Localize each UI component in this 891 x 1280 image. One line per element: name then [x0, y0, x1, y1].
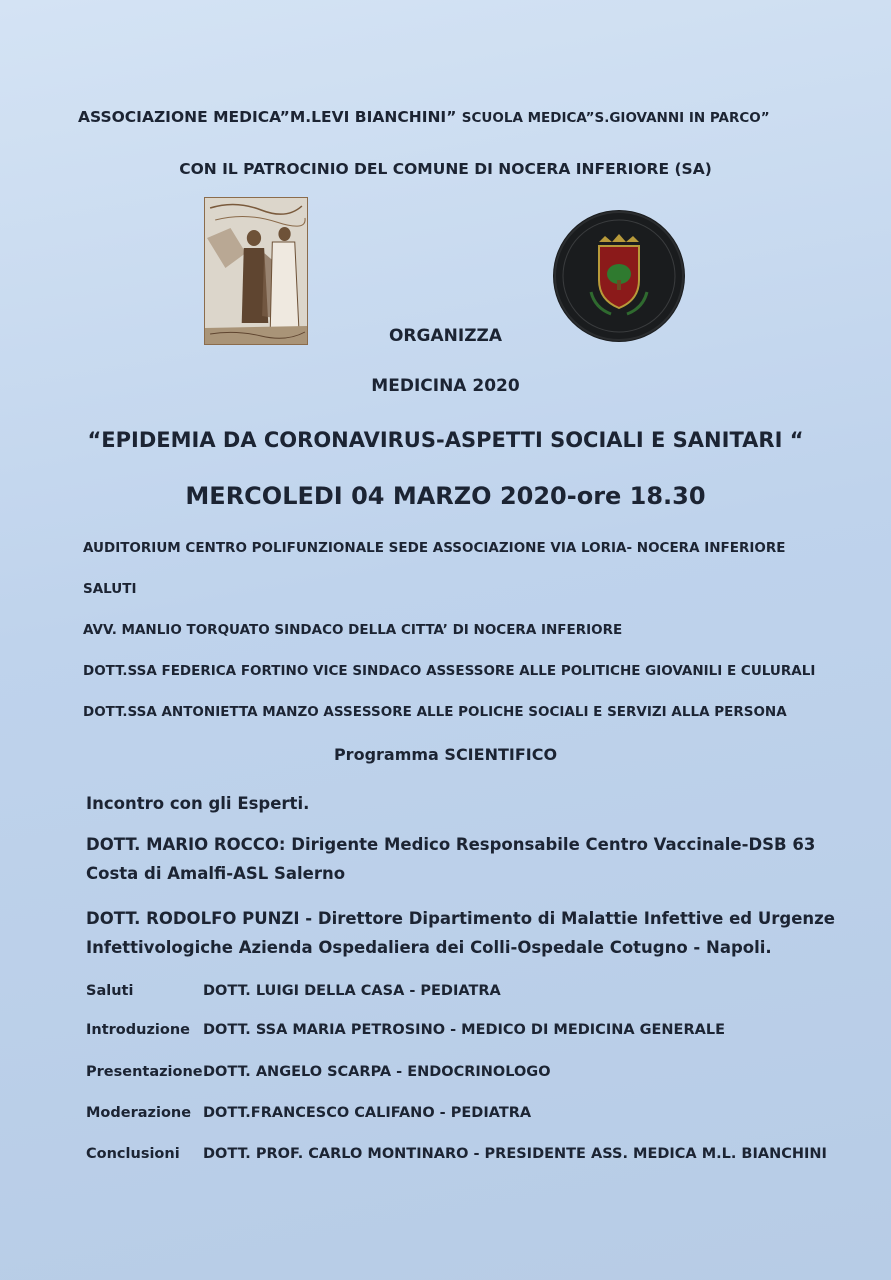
header-association — [78, 108, 770, 126]
greeting-item: DOTT.SSA FEDERICA FORTINO VICE SINDACO ASSESSORE ALLE POLITICHE GIOVANILI E CULURALI — [83, 663, 816, 679]
venue-line: AUDITORIUM CENTRO POLIFUNZIONALE SEDE ASSOCIAZIONE VIA LORIA- NOCERA INFERIORE — [83, 540, 786, 556]
greetings-title: SALUTI — [83, 581, 137, 597]
role-label: Conclusioni — [86, 1146, 180, 1162]
role-label: Presentazione — [86, 1064, 203, 1080]
event-title: “EPIDEMIA DA CORONAVIRUS-ASPETTI SOCIALI E SANITARI “ — [87, 428, 804, 452]
expert-line: Infettivologiche Azienda Ospedaliera dei Colli-Ospedale Cotugno - Napoli. — [86, 938, 772, 957]
school-name: SCUOLA MEDICA”S.GIOVANNI IN PARCO” — [461, 110, 770, 126]
patronage-line: CON IL PATROCINIO DEL COMUNE DI NOCERA INFERIORE (SA) — [179, 160, 712, 178]
organizza-heading: ORGANIZZA — [388, 326, 502, 346]
expert-item — [86, 830, 815, 888]
expert-item — [86, 904, 835, 962]
greeting-item: DOTT.SSA ANTONIETTA MANZO ASSESSORE ALLE POLICHE SOCIALI E SERVIZI ALLA PERSONA — [83, 704, 787, 720]
role-value: DOTT. ANGELO SCARPA - ENDOCRINOLOGO — [203, 1064, 551, 1080]
role-label: Saluti — [86, 983, 134, 999]
association-name: ASSOCIAZIONE MEDICA”M.LEVI BIANCHINI” — [78, 108, 457, 126]
event-date: MERCOLEDI 04 MARZO 2020-ore 18.30 — [185, 482, 706, 510]
municipality-seal — [549, 208, 689, 344]
expert-line: Costa di Amalfi-ASL Salerno — [86, 864, 346, 883]
expert-line: DOTT. MARIO ROCCO: Dirigente Medico Responsabile Centro Vaccinale-DSB 63 — [86, 835, 816, 854]
role-value: DOTT. PROF. CARLO MONTINARO - PRESIDENTE ASS. MEDICA M.L. BIANCHINI — [203, 1146, 827, 1162]
role-value: DOTT. LUIGI DELLA CASA - PEDIATRA — [203, 983, 501, 999]
historical-engraving-image — [204, 197, 308, 345]
program-title: Programma SCIENTIFICO — [333, 745, 558, 764]
role-value: DOTT.FRANCESCO CALIFANO - PEDIATRA — [203, 1105, 532, 1121]
expert-line: DOTT. RODOLFO PUNZI - Direttore Dipartimento di Malattie Infettive ed Urgenze — [86, 909, 835, 928]
role-label: Moderazione — [86, 1105, 192, 1121]
role-value: DOTT. SSA MARIA PETROSINO - MEDICO DI MEDICINA GENERALE — [203, 1022, 725, 1038]
program-intro: Incontro con gli Esperti. — [86, 794, 310, 813]
greeting-item: AVV. MANLIO TORQUATO SINDACO DELLA CITTA’ DI NOCERA INFERIORE — [83, 622, 623, 638]
role-label: Introduzione — [86, 1022, 190, 1038]
event-name: MEDICINA 2020 — [371, 376, 520, 396]
